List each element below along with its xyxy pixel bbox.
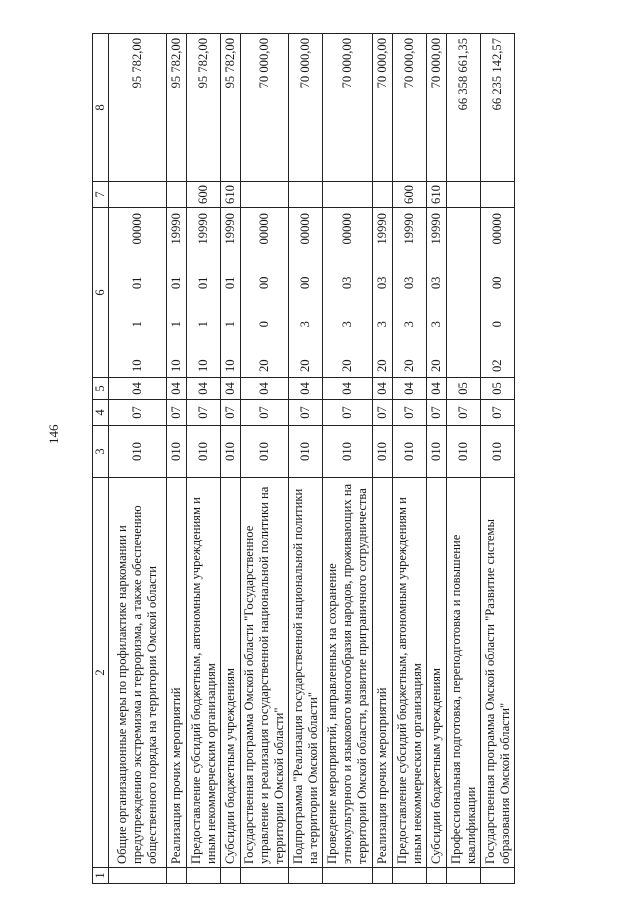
row-col-7-cell: 610 — [427, 182, 447, 208]
row-col-1-cell — [481, 868, 515, 884]
row-col-4-cell: 07 — [481, 400, 515, 426]
row-col-1-cell — [373, 868, 393, 884]
program-code-part: 10 — [223, 359, 237, 372]
row-name-cell: Подпрограмма "Реализация государственной национальной политики на территории Омской области" — [289, 478, 323, 868]
program-code-part: 10 — [196, 359, 210, 372]
table-row — [221, 34, 241, 884]
program-code-part: 20 — [375, 359, 389, 372]
row-col-7-cell: 600 — [187, 182, 221, 208]
program-code-part: 3 — [298, 321, 312, 328]
program-code-part: 01 — [169, 276, 183, 290]
row-name-cell: Реализация прочих мероприятий — [373, 478, 393, 868]
row-col-7-cell — [241, 182, 289, 208]
table-row — [109, 34, 167, 884]
budget-table — [92, 33, 515, 884]
table-row — [481, 34, 515, 884]
row-amount-cell: 70 000,00 — [393, 34, 427, 182]
table-row — [373, 34, 393, 884]
row-col-4-cell: 07 — [289, 400, 323, 426]
table-row — [427, 34, 447, 884]
program-code-part: 01 — [196, 276, 210, 290]
program-code-part: 1 — [196, 321, 210, 328]
program-code-part: 3 — [429, 321, 443, 328]
row-amount-cell: 95 782,00 — [167, 34, 187, 182]
program-code-part: 00000 — [340, 213, 354, 245]
row-col-7-cell — [447, 182, 481, 208]
row-col-7-cell — [289, 182, 323, 208]
row-col-4-cell: 07 — [109, 400, 167, 426]
program-code-part: 00000 — [130, 213, 144, 245]
row-col-1-cell — [187, 868, 221, 884]
table-header-row — [93, 34, 109, 884]
program-code-part: 00000 — [298, 213, 312, 245]
row-name-cell: Государственная программа Омской области "Государственное управление и реализация государственной национальной политики на территории Омской области" — [241, 478, 289, 868]
row-col-3-cell: 010 — [373, 426, 393, 478]
row-col-4-cell: 07 — [167, 400, 187, 426]
row-col-5-cell: 04 — [373, 378, 393, 400]
row-name-cell: Субсидии бюджетным учреждениям — [221, 478, 241, 868]
row-col-3-cell: 010 — [427, 426, 447, 478]
row-amount-cell: 70 000,00 — [427, 34, 447, 182]
row-col-5-cell: 04 — [393, 378, 427, 400]
table-row — [447, 34, 481, 884]
program-code-part: 00000 — [490, 213, 504, 245]
row-col-7-cell — [323, 182, 373, 208]
program-code-part: 19990 — [196, 213, 210, 245]
header-col-3: 3 — [93, 426, 109, 478]
table-row — [241, 34, 289, 884]
row-col-3-cell: 010 — [241, 426, 289, 478]
table-row — [289, 34, 323, 884]
row-col-5-cell: 05 — [447, 378, 481, 400]
row-col-1-cell — [221, 868, 241, 884]
row-col-6-cell — [323, 208, 373, 378]
row-amount-cell: 70 000,00 — [323, 34, 373, 182]
row-name-cell: Предоставление субсидий бюджетным, автономным учреждениям и иным некоммерческим организациям — [187, 478, 221, 868]
header-col-6: 6 — [93, 208, 109, 378]
program-code-part: 3 — [402, 321, 416, 328]
budget-table-rotated — [92, 34, 515, 884]
row-col-6-cell — [187, 208, 221, 378]
table-row — [393, 34, 427, 884]
program-code-part: 1 — [130, 321, 144, 328]
row-col-3-cell: 010 — [109, 426, 167, 478]
row-col-7-cell — [167, 182, 187, 208]
program-code-part: 00 — [490, 276, 504, 290]
program-code-part: 20 — [340, 359, 354, 372]
row-col-4-cell: 07 — [241, 400, 289, 426]
program-code-part: 02 — [490, 359, 504, 372]
program-code-part: 20 — [402, 359, 416, 372]
row-col-7-cell: 610 — [221, 182, 241, 208]
program-code-part: 00 — [257, 276, 271, 290]
program-code-part: 19990 — [402, 213, 416, 245]
program-code-part: 20 — [298, 359, 312, 372]
row-col-6-cell — [109, 208, 167, 378]
page-number: 146 — [46, 424, 61, 444]
row-col-7-cell — [373, 182, 393, 208]
program-code-part: 20 — [429, 359, 443, 372]
row-col-4-cell: 07 — [221, 400, 241, 426]
header-col-1: 1 — [93, 868, 109, 884]
row-amount-cell: 95 782,00 — [109, 34, 167, 182]
row-col-5-cell: 04 — [241, 378, 289, 400]
row-col-4-cell: 07 — [393, 400, 427, 426]
row-amount-cell: 95 782,00 — [221, 34, 241, 182]
program-code-part: 03 — [402, 276, 416, 290]
program-code-part: 19990 — [169, 213, 183, 245]
program-code-part: 0 — [257, 321, 271, 328]
row-amount-cell: 66 358 661,35 — [447, 34, 481, 182]
row-col-5-cell: 04 — [167, 378, 187, 400]
program-code-part: 00000 — [257, 213, 271, 245]
row-col-6-cell — [447, 208, 481, 378]
row-name-cell: Проведение мероприятий, направленных на сохранение этнокультурного и языкового многообразия народов, проживающих на территории Омской области, развитие приграничного сотрудничества — [323, 478, 373, 868]
row-col-1-cell — [427, 868, 447, 884]
row-col-4-cell: 07 — [187, 400, 221, 426]
program-code-part: 19990 — [375, 213, 389, 245]
program-code-part: 20 — [257, 359, 271, 372]
row-col-6-cell — [373, 208, 393, 378]
row-col-3-cell: 010 — [447, 426, 481, 478]
program-code-part: 10 — [169, 359, 183, 372]
row-col-1-cell — [447, 868, 481, 884]
program-code-part: 1 — [223, 321, 237, 328]
table-row — [323, 34, 373, 884]
row-col-6-cell — [167, 208, 187, 378]
program-code-part: 10 — [130, 359, 144, 372]
program-code-part: 03 — [429, 276, 443, 290]
row-name-cell: Государственная программа Омской области "Развитие системы образования Омской области" — [481, 478, 515, 868]
row-name-cell: Профессиональная подготовка, переподготовка и повышение квалификации — [447, 478, 481, 868]
row-col-1-cell — [289, 868, 323, 884]
row-col-5-cell: 04 — [289, 378, 323, 400]
program-code-part: 19990 — [223, 213, 237, 245]
row-col-4-cell: 07 — [373, 400, 393, 426]
row-col-6-cell — [221, 208, 241, 378]
table-row — [167, 34, 187, 884]
row-amount-cell: 66 235 142,57 — [481, 34, 515, 182]
header-col-5: 5 — [93, 378, 109, 400]
row-col-5-cell: 04 — [323, 378, 373, 400]
row-col-1-cell — [241, 868, 289, 884]
row-col-6-cell — [427, 208, 447, 378]
row-col-3-cell: 010 — [393, 426, 427, 478]
row-amount-cell: 70 000,00 — [289, 34, 323, 182]
program-code-part: 0 — [490, 321, 504, 328]
row-col-3-cell: 010 — [167, 426, 187, 478]
row-col-3-cell: 010 — [221, 426, 241, 478]
row-col-5-cell: 05 — [481, 378, 515, 400]
row-col-6-cell — [289, 208, 323, 378]
row-col-4-cell: 07 — [447, 400, 481, 426]
row-col-6-cell — [481, 208, 515, 378]
program-code-part: 00 — [298, 276, 312, 290]
row-col-3-cell: 010 — [323, 426, 373, 478]
row-name-cell: Общие организационные меры по профилактике наркомании и предупреждению экстремизма и терроризма, а также обеспечению общественного порядка на территории Омской области — [109, 478, 167, 868]
row-col-3-cell: 010 — [481, 426, 515, 478]
header-col-4: 4 — [93, 400, 109, 426]
row-col-6-cell — [241, 208, 289, 378]
row-name-cell: Субсидии бюджетным учреждениям — [427, 478, 447, 868]
row-col-1-cell — [323, 868, 373, 884]
row-amount-cell: 70 000,00 — [373, 34, 393, 182]
program-code-part: 19990 — [429, 213, 443, 245]
program-code-part: 3 — [375, 321, 389, 328]
row-col-3-cell: 010 — [187, 426, 221, 478]
row-name-cell: Реализация прочих мероприятий — [167, 478, 187, 868]
row-col-4-cell: 07 — [427, 400, 447, 426]
row-col-5-cell: 04 — [187, 378, 221, 400]
program-code-part: 03 — [340, 276, 354, 290]
row-amount-cell: 95 782,00 — [187, 34, 221, 182]
row-col-7-cell — [481, 182, 515, 208]
program-code-part: 3 — [340, 321, 354, 328]
header-col-2: 2 — [93, 478, 109, 868]
header-col-8: 8 — [93, 34, 109, 182]
row-col-5-cell: 04 — [427, 378, 447, 400]
row-col-5-cell: 04 — [221, 378, 241, 400]
row-name-cell: Предоставление субсидий бюджетным, автономным учреждениям и иным некоммерческим организациям — [393, 478, 427, 868]
header-col-7: 7 — [93, 182, 109, 208]
row-col-7-cell — [109, 182, 167, 208]
row-col-3-cell: 010 — [289, 426, 323, 478]
program-code-part: 1 — [169, 321, 183, 328]
row-col-1-cell — [167, 868, 187, 884]
row-amount-cell: 70 000,00 — [241, 34, 289, 182]
program-code-part: 03 — [375, 276, 389, 290]
program-code-part: 01 — [223, 276, 237, 290]
row-col-7-cell: 600 — [393, 182, 427, 208]
row-col-1-cell — [109, 868, 167, 884]
row-col-4-cell: 07 — [323, 400, 373, 426]
program-code-part: 01 — [130, 276, 144, 290]
table-row — [187, 34, 221, 884]
row-col-5-cell: 04 — [109, 378, 167, 400]
row-col-6-cell — [393, 208, 427, 378]
row-col-1-cell — [393, 868, 427, 884]
